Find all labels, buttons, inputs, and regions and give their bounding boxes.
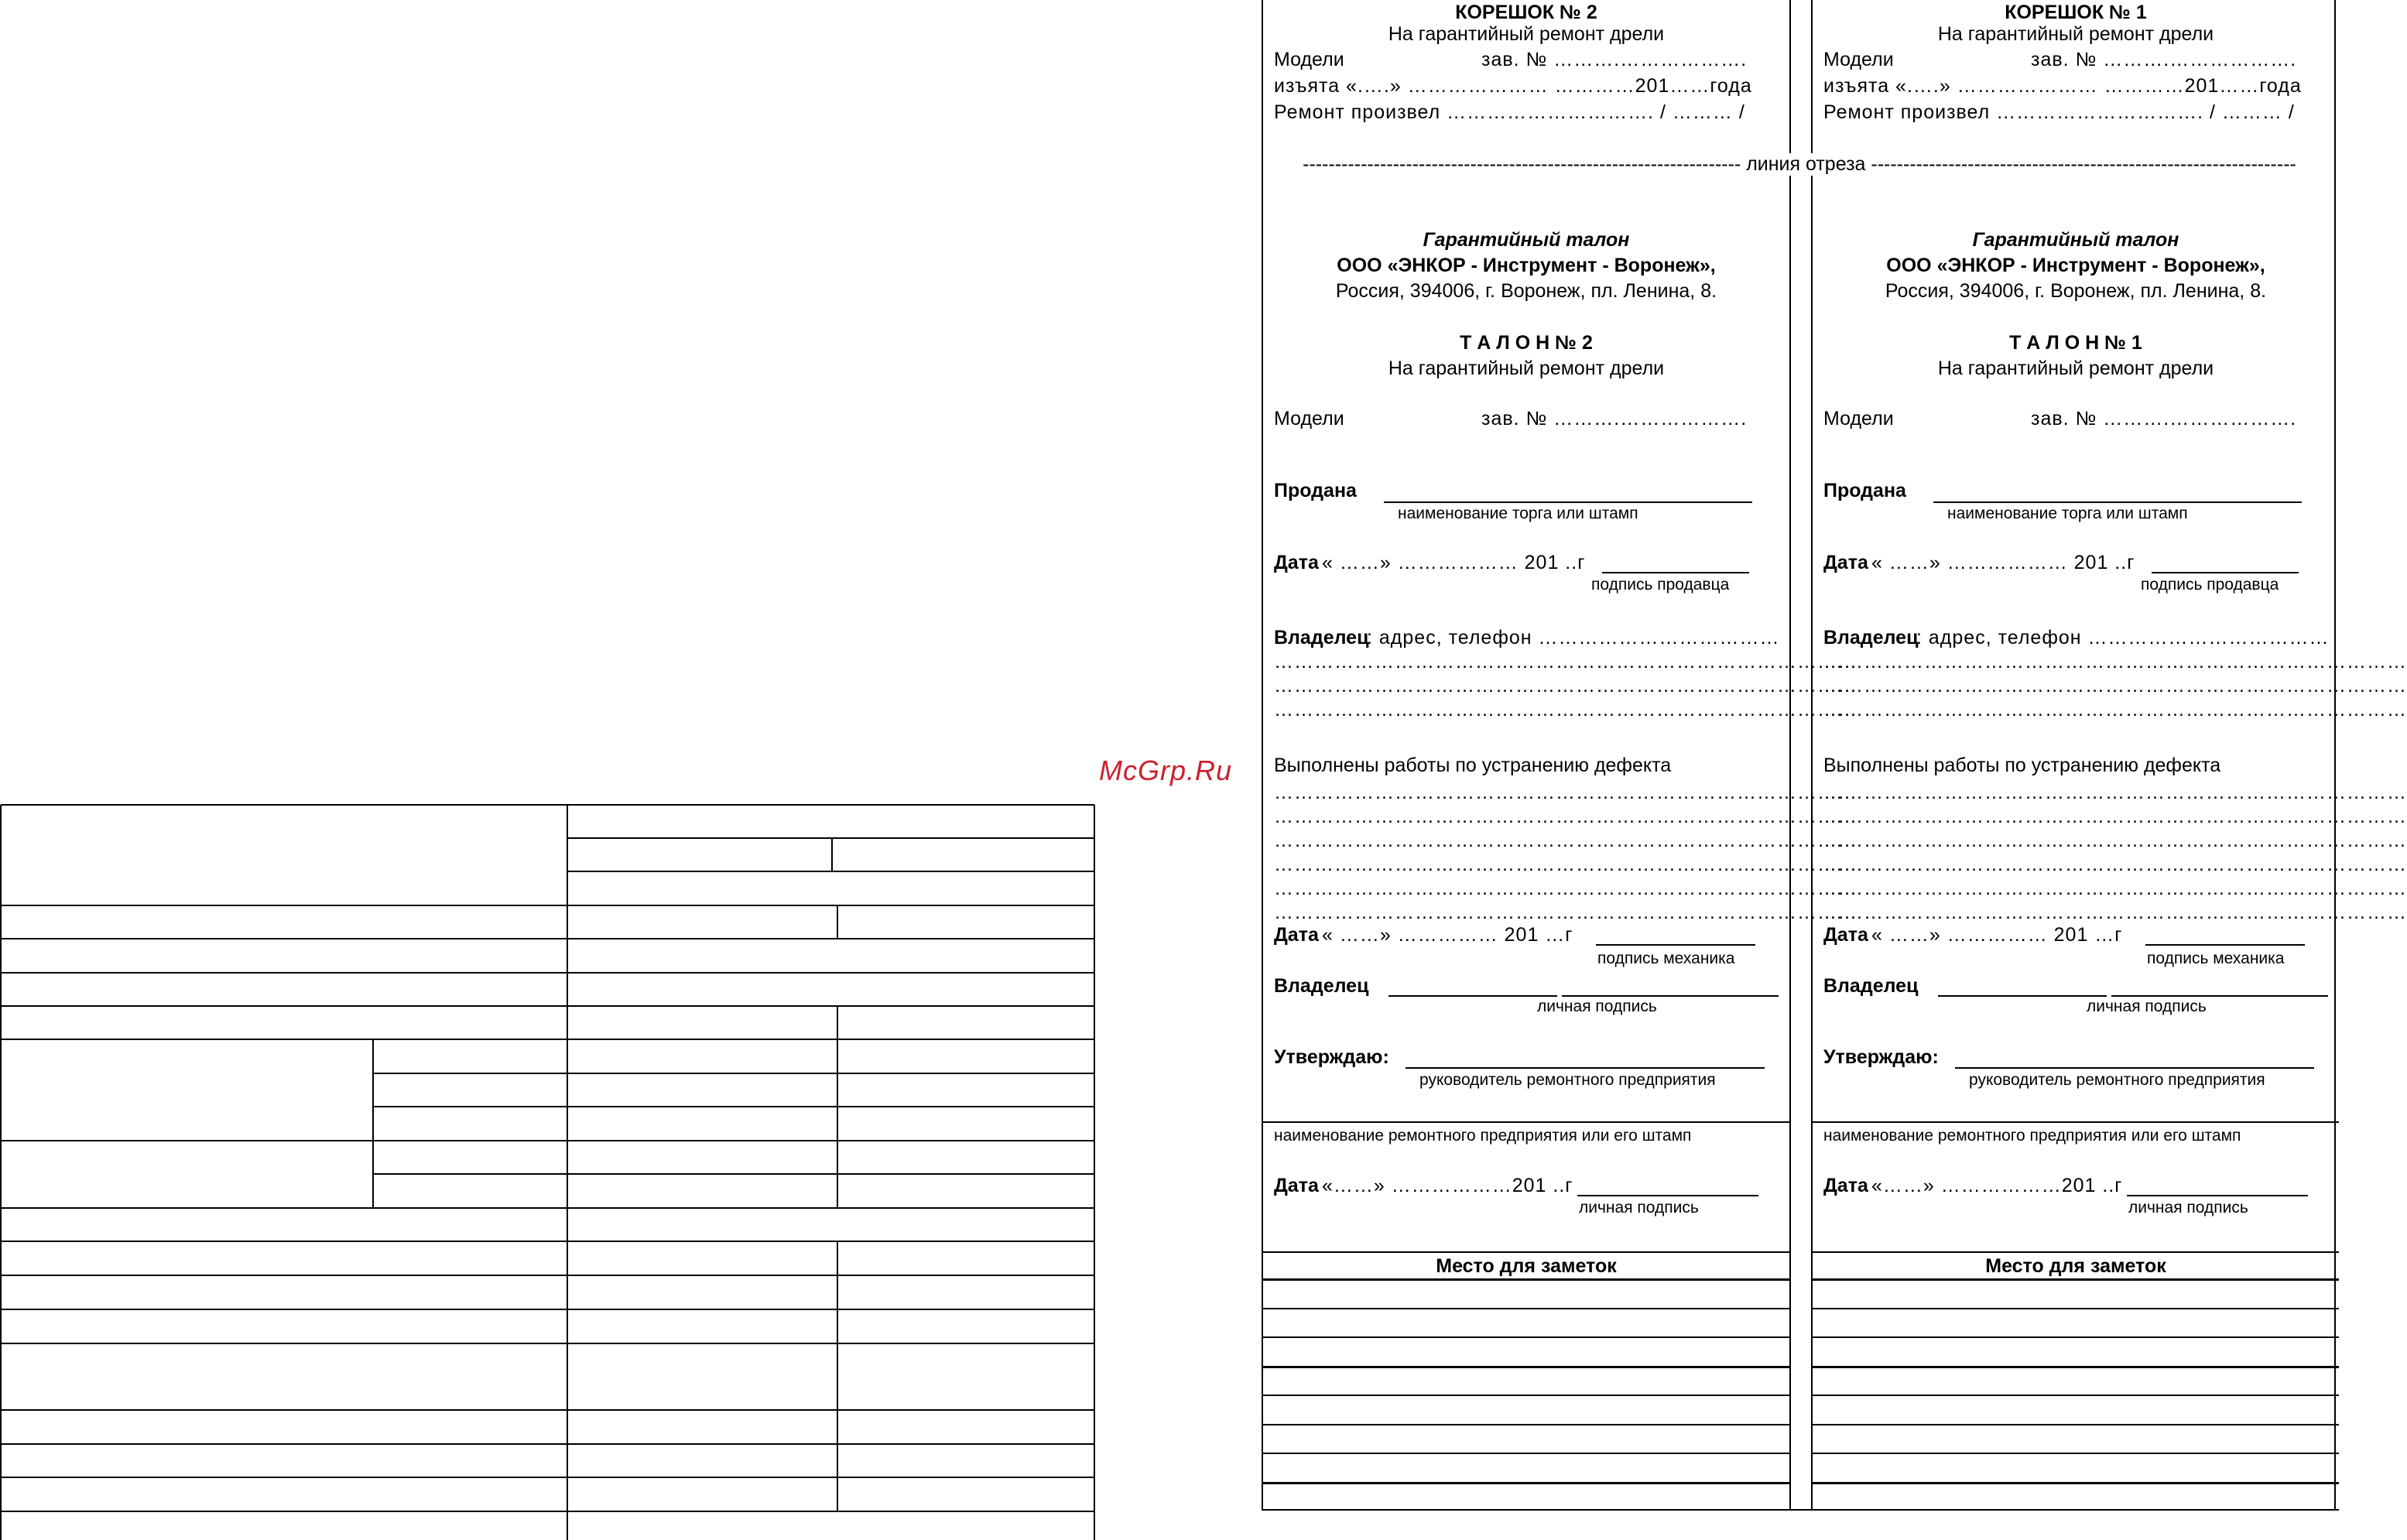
owner-sign-line-2 bbox=[1562, 995, 1779, 997]
notes-rule bbox=[1813, 1509, 2339, 1511]
stub-model-label: Модели bbox=[1823, 49, 1894, 70]
model-label: Модели bbox=[1274, 408, 1344, 429]
owner-label: Владелец bbox=[1274, 627, 1369, 649]
final-date-value: «……» ………………201 ..г bbox=[1871, 1175, 2123, 1196]
works-dots-line: …………………………………………………………………………… bbox=[1274, 854, 1857, 875]
coupon-column-1 bbox=[1811, 0, 2407, 1511]
seller-signature-line bbox=[2152, 572, 2299, 573]
stub-subject: На гарантийный ремонт дрели bbox=[1937, 23, 2214, 45]
head-caption: руководитель ремонтного предприятия bbox=[1969, 1071, 2265, 1089]
notes-rule bbox=[1263, 1453, 1789, 1454]
owner-dots-line: …………………………………………………………………………… bbox=[1274, 699, 1857, 720]
notes-title: Место для заметок bbox=[1436, 1255, 1617, 1277]
mechanic-signature-caption: подпись механика bbox=[2147, 950, 2285, 967]
notes-rule bbox=[1263, 1278, 1789, 1281]
works-dots-line: …………………………………………………………………………… bbox=[1274, 830, 1857, 851]
stub-title: КОРЕШОК № 1 bbox=[2005, 2, 2147, 23]
sold-label: Продана bbox=[1823, 480, 1906, 501]
works-dots-line: …………………………………………………………………………… bbox=[1823, 782, 2407, 803]
final-date-value: «……» ………………201 ..г bbox=[1322, 1175, 1573, 1196]
owner-contact: : адрес, телефон ……………………………… bbox=[1367, 627, 1780, 649]
repair-date-value: « ……» …………… 201 …г bbox=[1871, 924, 2123, 946]
stub-subject: На гарантийный ремонт дрели bbox=[1388, 23, 1665, 45]
watermark-text: McGrp.Ru bbox=[1099, 755, 1233, 786]
stub-title: КОРЕШОК № 2 bbox=[1455, 2, 1597, 23]
works-dots-line: …………………………………………………………………………… bbox=[1274, 782, 1857, 803]
notes-rule bbox=[1263, 1482, 1789, 1484]
stub-withdrawn-line: изъята «.….» ………………… …………201……года bbox=[1823, 75, 2302, 97]
owner-dots-line: …………………………………………………………………………… bbox=[1823, 675, 2407, 696]
serial-field: зав. № ……….………………. bbox=[2031, 408, 2297, 429]
repair-date-label: Дата bbox=[1274, 924, 1319, 946]
notes-rule bbox=[1813, 1278, 2339, 1281]
notes-rule bbox=[1813, 1366, 2339, 1368]
notes-rule bbox=[1813, 1308, 2339, 1309]
sold-field-line bbox=[1933, 501, 2302, 503]
owner-sign-line-2 bbox=[2111, 995, 2328, 997]
works-dots-line: …………………………………………………………………………… bbox=[1823, 854, 2407, 875]
head-caption: руководитель ремонтного предприятия bbox=[1419, 1071, 1716, 1089]
stub-withdrawn-line: изъята «.….» ………………… …………201……года bbox=[1274, 75, 1752, 97]
works-dots-line: …………………………………………………………………………… bbox=[1274, 902, 1857, 923]
notes-title: Место для заметок bbox=[1985, 1255, 2166, 1277]
owner-dots-line: …………………………………………………………………………… bbox=[1274, 675, 1857, 696]
enterprise-divider bbox=[1263, 1121, 1789, 1123]
warranty-title: Гарантийный талон bbox=[1423, 229, 1630, 251]
works-dots-line: …………………………………………………………………………… bbox=[1274, 806, 1857, 827]
coupon-subject: На гарантийный ремонт дрели bbox=[1937, 358, 2214, 379]
company-address: Россия, 394006, г. Воронеж, пл. Ленина, 8. bbox=[1885, 280, 2267, 302]
notes-rule bbox=[1813, 1424, 2339, 1425]
notes-rule bbox=[1813, 1482, 2339, 1484]
sold-caption: наименование торга или штамп bbox=[1947, 505, 2188, 522]
approve-line bbox=[1406, 1067, 1765, 1069]
sold-label: Продана bbox=[1274, 480, 1357, 501]
cut-line: -------------------------------------------------------------------- линия отреза ------------------------------------------------------------------ bbox=[1289, 153, 2310, 176]
seller-signature-line bbox=[1602, 572, 1749, 573]
owner-sign-line-1 bbox=[1388, 995, 1557, 997]
mechanic-signature-line bbox=[1596, 944, 1755, 946]
approve-line bbox=[1955, 1067, 2314, 1069]
warranty-title: Гарантийный талон bbox=[1972, 229, 2179, 251]
notes-rule bbox=[1263, 1424, 1789, 1425]
notes-rule bbox=[1813, 1336, 2339, 1338]
serial-field: зав. № ……….………………. bbox=[1481, 408, 1748, 429]
blank-table-lines bbox=[0, 0, 1099, 1540]
owner-dots-line: …………………………………………………………………………… bbox=[1274, 651, 1857, 672]
repair-date-value: « ……» …………… 201 …г bbox=[1322, 924, 1573, 946]
notes-rule bbox=[1263, 1395, 1789, 1396]
works-label: Выполнены работы по устранению дефекта bbox=[1823, 755, 2221, 776]
owner-dots-line: …………………………………………………………………………… bbox=[1823, 699, 2407, 720]
final-date-label: Дата bbox=[1823, 1175, 1868, 1196]
final-date-label: Дата bbox=[1274, 1175, 1319, 1196]
enterprise-caption: наименование ремонтного предприятия или его штамп bbox=[1274, 1127, 1692, 1145]
sale-date-label: Дата bbox=[1274, 552, 1319, 573]
stub-model-label: Модели bbox=[1274, 49, 1344, 70]
sale-date-value: « ……» ……………… 201 ..г bbox=[1871, 552, 2135, 573]
notes-rule bbox=[1263, 1336, 1789, 1338]
repair-date-label: Дата bbox=[1823, 924, 1868, 946]
sold-caption: наименование торга или штамп bbox=[1398, 505, 1638, 522]
works-dots-line: …………………………………………………………………………… bbox=[1823, 806, 2407, 827]
approve-label: Утверждаю: bbox=[1274, 1046, 1389, 1068]
mechanic-signature-caption: подпись механика bbox=[1597, 950, 1735, 967]
stub-serial: зав. № ……….………………. bbox=[1481, 49, 1748, 70]
owner-sign-caption: личная подпись bbox=[1537, 998, 1657, 1015]
notes-top-line bbox=[1263, 1251, 1789, 1253]
company-name: ООО «ЭНКОР - Инструмент - Воронеж», bbox=[1886, 255, 2265, 276]
sale-date-label: Дата bbox=[1823, 552, 1868, 573]
sale-date-value: « ……» ……………… 201 ..г bbox=[1322, 552, 1586, 573]
owner-contact: : адрес, телефон ……………………………… bbox=[1916, 627, 2330, 649]
owner-sign-line-1 bbox=[1938, 995, 2107, 997]
stub-serial: зав. № ……….………………. bbox=[2031, 49, 2297, 70]
sold-field-line bbox=[1384, 501, 1752, 503]
enterprise-caption: наименование ремонтного предприятия или его штамп bbox=[1823, 1127, 2241, 1145]
coupon-subject: На гарантийный ремонт дрели bbox=[1388, 358, 1665, 379]
notes-rule bbox=[1263, 1509, 1789, 1511]
company-name: ООО «ЭНКОР - Инструмент - Воронеж», bbox=[1337, 255, 1716, 276]
final-signature-line bbox=[1577, 1195, 1758, 1196]
company-address: Россия, 394006, г. Воронеж, пл. Ленина, 8. bbox=[1335, 280, 1717, 302]
coupon-title: Т А Л О Н № 1 bbox=[2009, 332, 2142, 354]
mechanic-signature-line bbox=[2145, 944, 2305, 946]
stub-repaired-by: Ремонт произвел …………………………. / ……… / bbox=[1274, 101, 1745, 123]
blank-table bbox=[0, 0, 1099, 1540]
model-label: Модели bbox=[1823, 408, 1894, 429]
works-dots-line: …………………………………………………………………………… bbox=[1823, 902, 2407, 923]
works-label: Выполнены работы по устранению дефекта bbox=[1274, 755, 1672, 776]
notes-rule bbox=[1813, 1395, 2339, 1396]
works-dots-line: …………………………………………………………………………… bbox=[1823, 830, 2407, 851]
owner-sign-label: Владелец bbox=[1823, 975, 1919, 997]
notes-rule bbox=[1263, 1308, 1789, 1309]
final-signature-line bbox=[2127, 1195, 2308, 1196]
seller-signature-caption: подпись продавца bbox=[1591, 576, 1730, 594]
seller-signature-caption: подпись продавца bbox=[2141, 576, 2279, 594]
works-dots-line: …………………………………………………………………………… bbox=[1823, 878, 2407, 899]
notes-rule bbox=[1813, 1453, 2339, 1454]
notes-rule bbox=[1263, 1366, 1789, 1368]
owner-label: Владелец bbox=[1823, 627, 1919, 649]
owner-dots-line: …………………………………………………………………………… bbox=[1823, 651, 2407, 672]
owner-sign-caption: личная подпись bbox=[2087, 998, 2207, 1015]
stub-repaired-by: Ремонт произвел …………………………. / ……… / bbox=[1823, 101, 2295, 123]
final-signature-caption: личная подпись bbox=[1579, 1199, 1699, 1217]
final-signature-caption: личная подпись bbox=[2128, 1199, 2248, 1217]
coupon-title: Т А Л О Н № 2 bbox=[1460, 332, 1593, 354]
approve-label: Утверждаю: bbox=[1823, 1046, 1939, 1068]
works-dots-line: …………………………………………………………………………… bbox=[1274, 878, 1857, 899]
owner-sign-label: Владелец bbox=[1274, 975, 1369, 997]
enterprise-divider bbox=[1813, 1121, 2339, 1123]
notes-top-line bbox=[1813, 1251, 2339, 1253]
